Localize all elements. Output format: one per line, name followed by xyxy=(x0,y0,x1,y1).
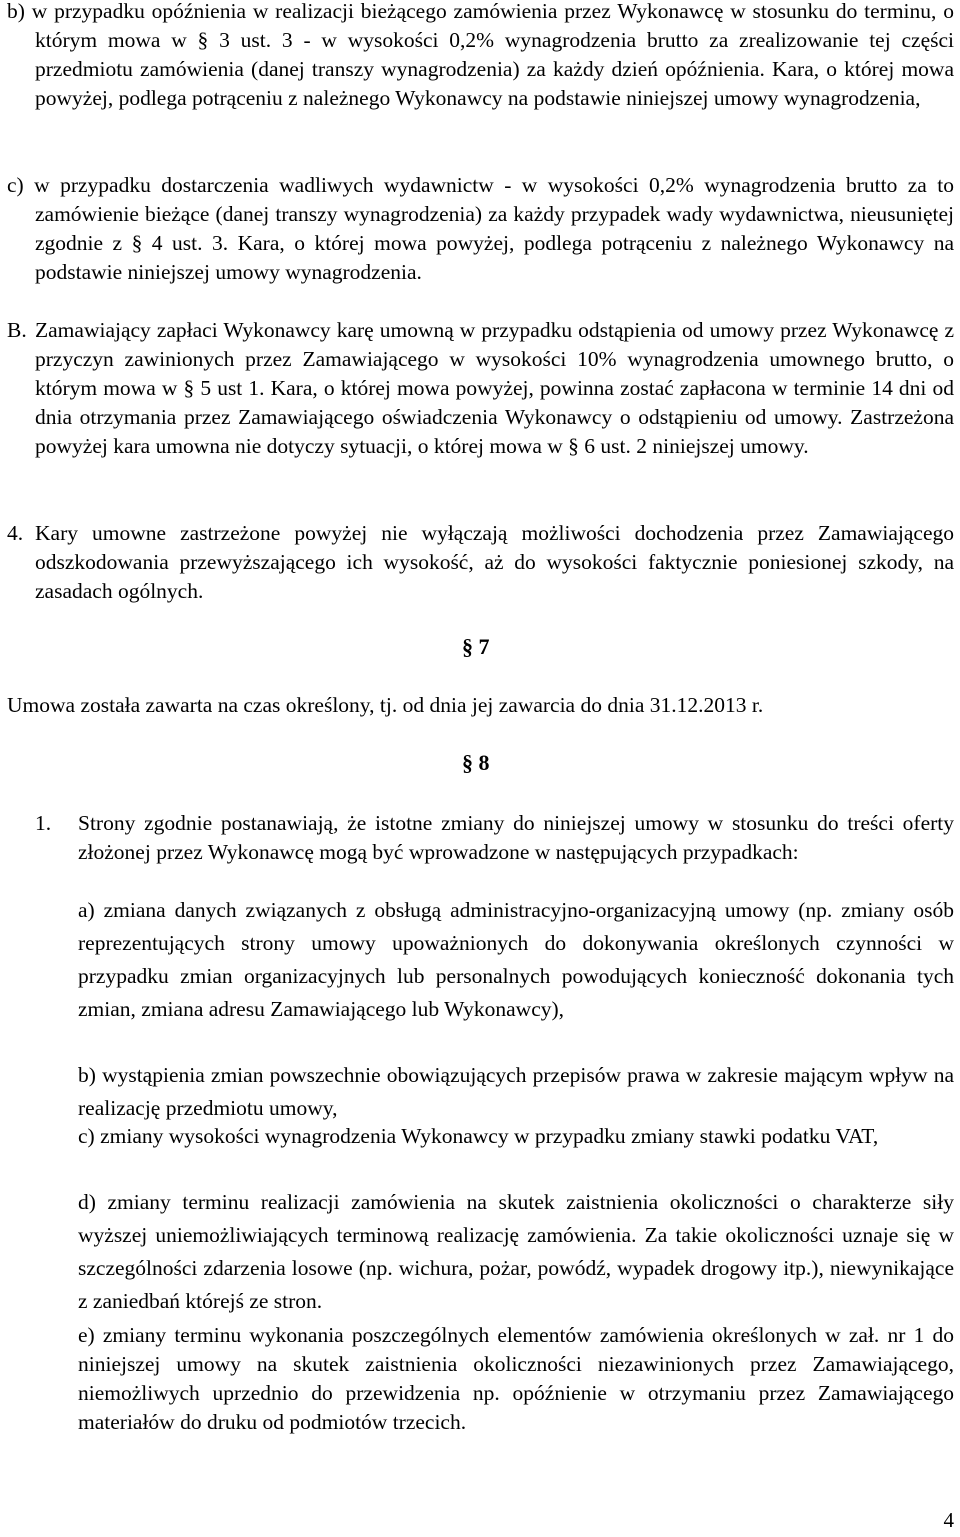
paragraph-penalty-b: b) w przypadku opóźnienia w realizacji bieżącego zamówienia przez Wykonawcę w stosunku do terminu, o którym mowa w § 3 ust. 3 - w wysokości 0,2% wynagrodzenia brutto za zrealizowanie tej części przedmiotu zamówienia (danej transzy wynagrodzenia) za każdy dzień opóźnienia. Kara, o której mowa powyżej, podlega potrąceniu z należnego Wykonawcy na podstawie niniejszej umowy wynagrodzenia, xyxy=(7,0,954,110)
section-8-case-b: b) wystąpienia zmian powszechnie obowiązujących przepisów prawa w zakresie mającym wpływ na realizację przedmiotu umowy, xyxy=(78,1063,954,1120)
section-7-text: Umowa została zawarta na czas określony, tj. od dnia jej zawarcia do dnia 31.12.2013 r. xyxy=(7,693,764,717)
paragraph-B-number: B. xyxy=(7,318,27,342)
section-7-heading: § 7 xyxy=(462,634,490,659)
section-8-item-1-number: 1. xyxy=(35,811,52,835)
paragraph-B-text: Zamawiający zapłaci Wykonawcy karę umowną w przypadku odstąpienia od umowy przez Wykonawcę z przyczyn zawinionych przez Zamawiającego w wysokości 10% wynagrodzenia umownego brutto, o którym mowa w § 5 ust 1. Kara, o której mowa powyżej, powinna zostać zapłacona w terminie 14 dni od dnia otrzymania przez Zamawiającego oświadczenia Wykonawcy o odstąpieniu od umowy. Zastrzeżona powyżej kara umowna nie dotyczy sytuacji, o której mowa w § 6 ust. 2 niniejszej umowy. xyxy=(35,318,954,458)
paragraph-4-number: 4. xyxy=(7,521,24,545)
paragraph-B xyxy=(7,316,954,461)
section-8-item-1-text: Strony zgodnie postanawiają, że istotne zmiany do niniejszej umowy w stosunku do treści oferty złożonej przez Wykonawcę mogą być wprowadzone w następujących przypadkach: xyxy=(78,811,954,864)
paragraph-4 xyxy=(7,519,954,606)
paragraph-4-text: Kary umowne zastrzeżone powyżej nie wyłączają możliwości dochodzenia przez Zamawiającego odszkodowania przewyższającego ich wysokość, aż do wysokości faktycznie poniesionej szkody, na zasadach ogólnych. xyxy=(35,521,954,603)
section-8-case-c: c) zmiany wysokości wynagrodzenia Wykonawcy w przypadku zmiany stawki podatku VAT, xyxy=(78,1124,879,1148)
paragraph-penalty-c: c) w przypadku dostarczenia wadliwych wydawnictw - w wysokości 0,2% wynagrodzenia brutto za to zamówienie bieżące (danej transzy wynagrodzenia) za każdy przypadek wady wydawnictwa, nieusuniętej zgodnie z § 4 ust. 3. Kara, o której mowa powyżej, podlega potrąceniu z należnego Wykonawcy na podstawie niniejszej umowy wynagrodzenia. xyxy=(7,173,954,284)
section-8-case-d: d) zmiany terminu realizacji zamówienia na skutek zaistnienia okoliczności o charakterze siły wyższej uniemożliwiających terminową realizację zamówienia. Za takie okoliczności uznaje się w szczególności zdarzenia losowe (np. wichura, pożar, powódź, wypadek drogowy itp.), niewynikające z zaniedbań którejś ze stron. xyxy=(78,1190,954,1313)
section-8-case-a: a) zmiana danych związanych z obsługą administracyjno-organizacyjną umowy (np. zmiany osób reprezentujących strony umowy upoważnionych do dokonywania określonych czynności w przypadku zmian organizacyjnych lub personalnych powodujących konieczność dokonania tych zmian, zmiana adresu Zamawiającego lub Wykonawcy), xyxy=(78,898,954,1021)
page-number: 4 xyxy=(943,1508,954,1532)
section-8-case-e: e) zmiany terminu wykonania poszczególnych elementów zamówienia określonych w zał. nr 1 do niniejszej umowy na skutek zaistnienia okoliczności niezawinionych przez Zamawiającego, niemożliwych uprzednio do przewidzenia np. opóźnienie w otrzymaniu przez Zamawiającego materiałów do druku od podmiotów trzecich. xyxy=(78,1323,954,1434)
section-8-heading: § 8 xyxy=(462,750,490,775)
